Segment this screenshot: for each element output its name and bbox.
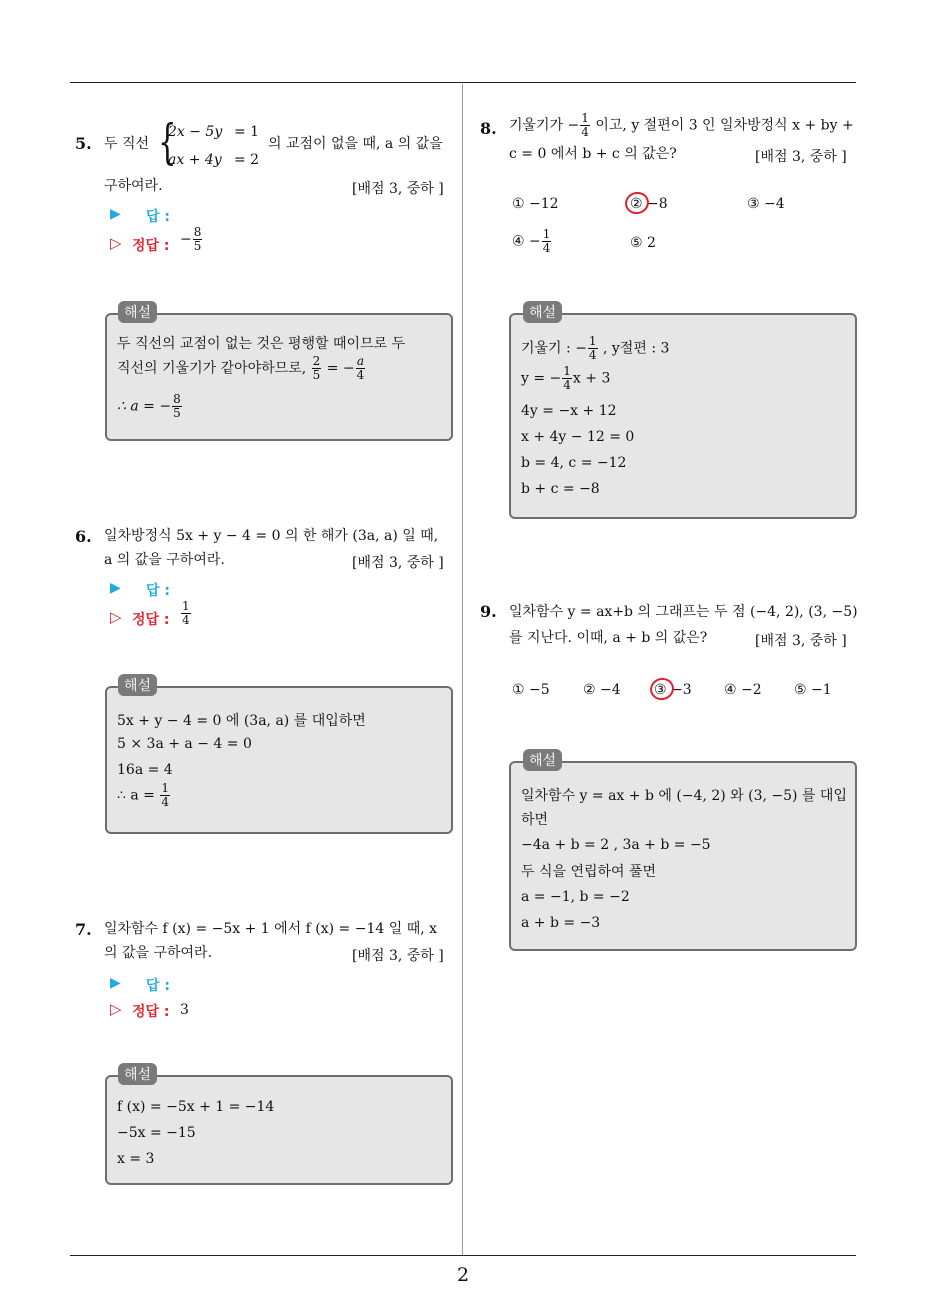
question-text: 일차함수 y = ax+b 의 그래프는 두 점 (−4, 2), (3, −5) — [509, 604, 858, 620]
equation-1-left: 2x − 5y — [168, 124, 223, 140]
question-text: 기울기가 − $\frac{1}{4}$ 이고, y 절편이 3 인 일차방정식 x + by + — [509, 111, 854, 139]
question-text: 의 교점이 없을 때, a 의 값을 — [268, 136, 443, 152]
solution-line: ∴ a = − $\frac{8}{5}$ — [117, 392, 181, 420]
question-number: 5. — [75, 134, 92, 153]
score-meta: [배점 3, 중하 ] — [352, 948, 444, 964]
page-number: 2 — [456, 1264, 470, 1286]
choice-4[interactable]: ④ − $\frac{1}{4}$ — [512, 227, 551, 255]
solution-line: 기울기 : − $\frac{1}{4}$ , y절편 : 3 — [521, 334, 670, 362]
solution-line: b = 4, c = −12 — [521, 455, 627, 471]
hollow-arrow-icon: ▷ — [110, 234, 122, 252]
header-rule — [70, 82, 856, 83]
solution-line: 16a = 4 — [117, 762, 173, 778]
solution-line: 두 직선의 교점이 없는 것은 평행할 때이므로 두 — [117, 336, 406, 352]
solution-line: −4a + b = 2 , 3a + b = −5 — [521, 837, 711, 853]
answer-label: 답 : — [146, 209, 170, 225]
question-number: 9. — [480, 602, 497, 621]
column-divider — [462, 84, 463, 1255]
hollow-arrow-icon: ▷ — [110, 608, 122, 626]
question-text: 두 직선 — [104, 136, 150, 152]
solution-line: 직선의 기울기가 같아야하므로, $\frac{2}{5}$ = − $\frac{a}{4}$ — [117, 354, 365, 382]
score-meta: [배점 3, 중하 ] — [755, 633, 847, 649]
solution-line: 5x + y − 4 = 0 에 (3a, a) 를 대입하면 — [117, 713, 366, 729]
correct-answer: 3 — [180, 1002, 189, 1018]
solution-tag: 해설 — [523, 749, 562, 771]
score-meta: [배점 3, 중하 ] — [352, 181, 444, 197]
solution-line: 일차함수 y = ax + b 에 (−4, 2) 와 (3, −5) 를 대입 — [521, 788, 847, 804]
choice-2[interactable]: ② −4 — [583, 682, 621, 698]
solution-line: ∴ a = $\frac{1}{4}$ — [117, 781, 169, 809]
play-arrow-icon: ▶ — [110, 580, 121, 596]
question-text: c = 0 에서 b + c 의 값은? — [509, 146, 677, 162]
solution-box — [105, 686, 453, 834]
solution-line: 두 식을 연립하여 풀면 — [521, 864, 657, 880]
choice-3[interactable]: ③ −3 — [654, 682, 692, 698]
choice-2[interactable]: ② −8 — [630, 196, 668, 212]
brace-icon: { — [158, 114, 177, 170]
solution-line: y = − $\frac{1}{4}$ x + 3 — [521, 364, 611, 392]
question-text: 일차방정식 5x + y − 4 = 0 의 한 해가 (3a, a) 일 때, — [104, 528, 439, 544]
hollow-arrow-icon: ▷ — [110, 1000, 122, 1018]
equation-2-right: = 2 — [234, 152, 260, 168]
score-meta: [배점 3, 중하 ] — [755, 149, 847, 165]
solution-line: x + 4y − 12 = 0 — [521, 429, 635, 445]
question-text: 구하여라. — [104, 178, 163, 194]
choice-3[interactable]: ③ −4 — [747, 196, 785, 212]
correct-label: 정답 : — [132, 612, 170, 628]
solution-line: 하면 — [521, 812, 549, 828]
footer-rule — [70, 1255, 856, 1256]
score-meta: [배점 3, 중하 ] — [352, 555, 444, 571]
choice-1[interactable]: ① −12 — [512, 196, 559, 212]
answer-label: 답 : — [146, 978, 170, 994]
question-text: 일차함수 f (x) = −5x + 1 에서 f (x) = −14 일 때, x — [104, 921, 438, 937]
solution-line: f (x) = −5x + 1 = −14 — [117, 1099, 275, 1115]
solution-line: x = 3 — [117, 1151, 155, 1167]
question-text: 의 값을 구하여라. — [104, 945, 213, 961]
solution-line: −5x = −15 — [117, 1125, 196, 1141]
question-number: 6. — [75, 527, 92, 546]
solution-line: a + b = −3 — [521, 915, 601, 931]
equation-1-right: = 1 — [234, 124, 260, 140]
question-text: 를 지난다. 이때, a + b 의 값은? — [509, 630, 708, 646]
solution-tag: 해설 — [118, 1063, 157, 1085]
correct-answer: $\frac{1}{4}$ — [182, 599, 190, 627]
correct-answer: − $\frac{8}{5}$ — [180, 225, 202, 253]
solution-tag: 해설 — [118, 301, 157, 323]
play-arrow-icon: ▶ — [110, 975, 121, 991]
solution-box — [509, 313, 857, 519]
selected-circle-icon — [623, 189, 652, 216]
correct-label: 정답 : — [132, 238, 170, 254]
choice-4[interactable]: ④ −2 — [724, 682, 762, 698]
solution-tag: 해설 — [118, 674, 157, 696]
answer-label: 답 : — [146, 583, 170, 599]
play-arrow-icon: ▶ — [110, 206, 121, 222]
selected-circle-icon — [648, 675, 677, 702]
question-number: 7. — [75, 920, 92, 939]
solution-tag: 해설 — [523, 301, 562, 323]
question-text: a 의 값을 구하여라. — [104, 552, 225, 568]
question-number: 8. — [480, 119, 497, 138]
solution-line: 4y = −x + 12 — [521, 403, 617, 419]
equation-2-left: ax + 4y — [168, 152, 222, 168]
solution-box — [105, 313, 453, 441]
solution-box — [105, 1075, 453, 1185]
solution-box — [509, 761, 857, 951]
solution-line: a = −1, b = −2 — [521, 889, 630, 905]
solution-line: 5 × 3a + a − 4 = 0 — [117, 736, 252, 752]
choice-5[interactable]: ⑤ 2 — [630, 235, 656, 251]
correct-label: 정답 : — [132, 1004, 170, 1020]
choice-1[interactable]: ① −5 — [512, 682, 550, 698]
choice-5[interactable]: ⑤ −1 — [794, 682, 832, 698]
solution-line: b + c = −8 — [521, 481, 600, 497]
